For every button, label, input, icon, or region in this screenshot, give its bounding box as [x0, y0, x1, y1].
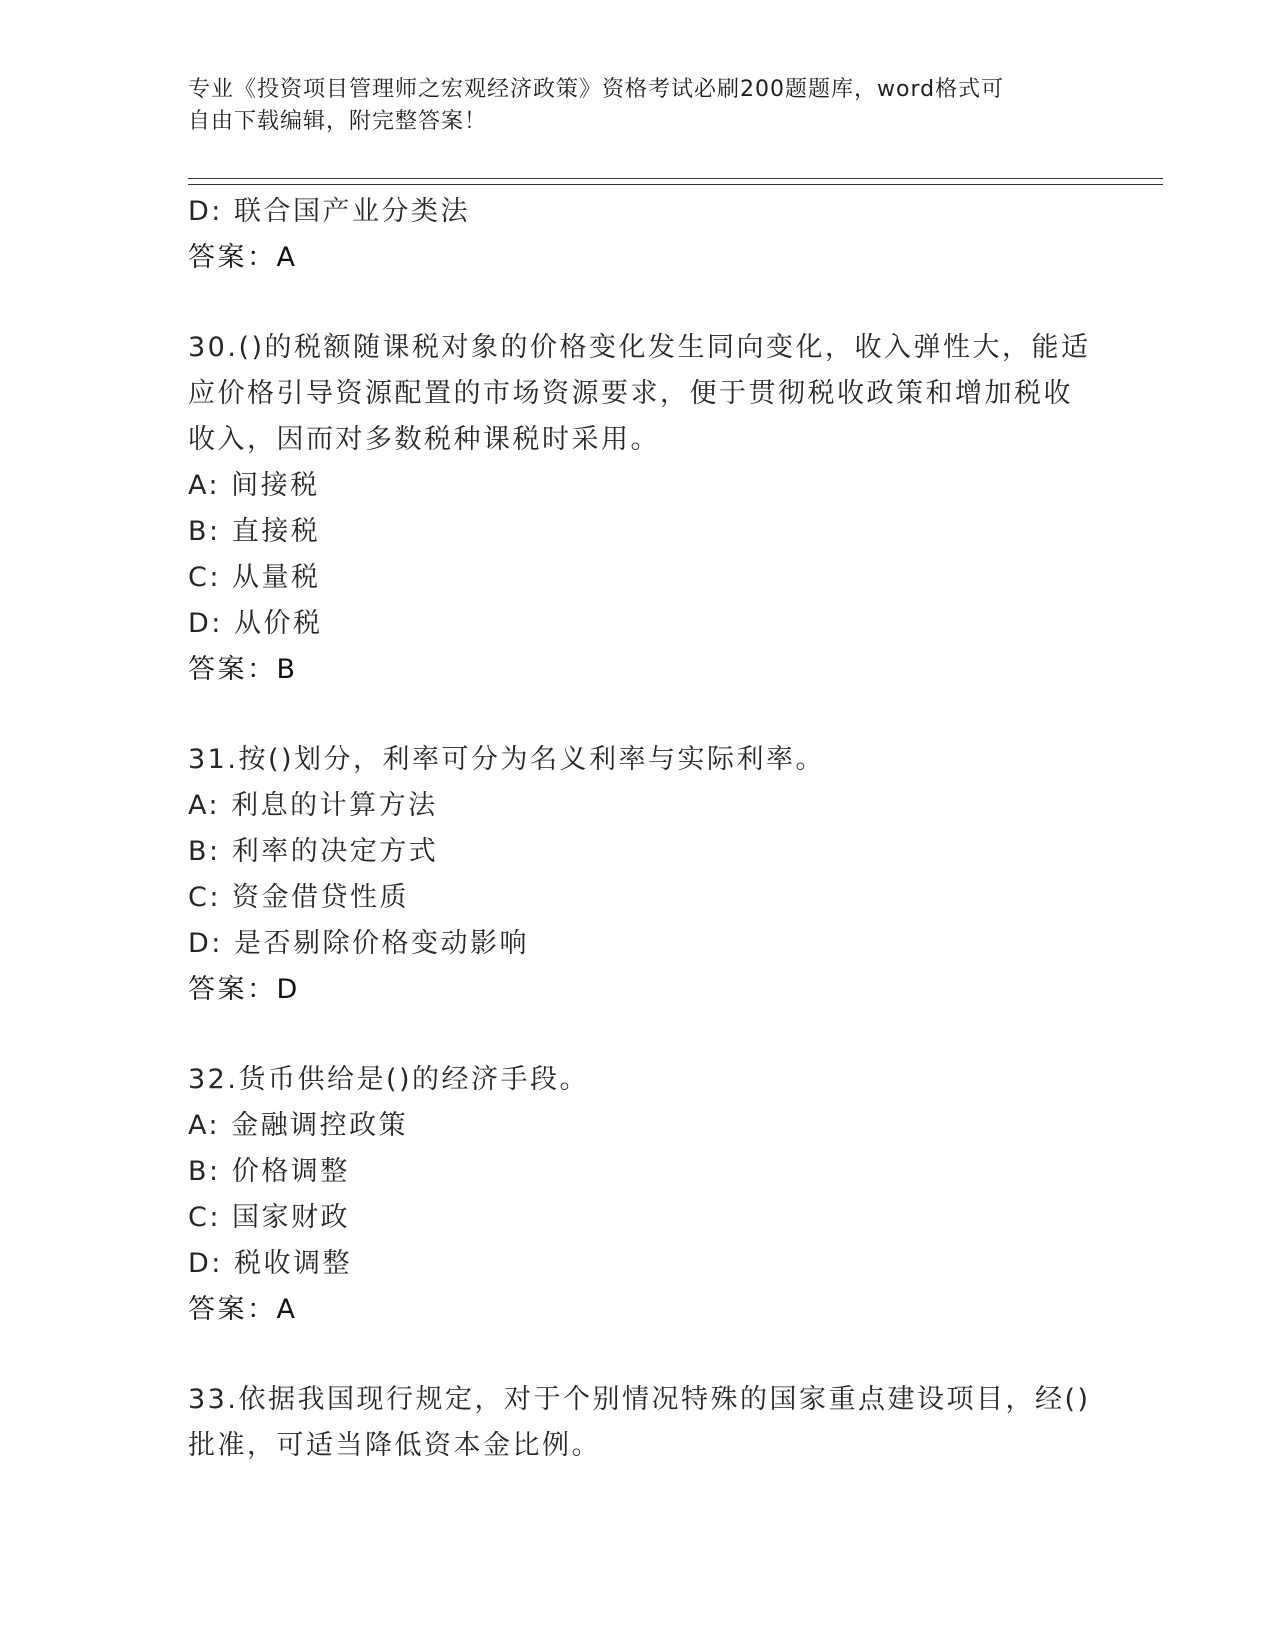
option-b: B: 利率的决定方式 — [188, 836, 439, 867]
question-text-line: 收入，因而对多数税种课税时采用。 — [188, 424, 660, 455]
header-divider-bottom — [188, 184, 1163, 185]
option-c: C: 从量税 — [188, 562, 321, 593]
question-31 — [188, 737, 1088, 1013]
option-d: D: 税收调整 — [188, 1248, 352, 1279]
prev-answer: 答案：A — [188, 242, 298, 273]
option-a: A: 利息的计算方法 — [188, 790, 438, 821]
option-a: A: 金融调控政策 — [188, 1110, 409, 1141]
prev-option-d: D: 联合国产业分类法 — [188, 196, 470, 227]
question-text-line: 应价格引导资源配置的市场资源要求，便于贯彻税收政策和增加税收 — [188, 378, 1073, 409]
question-text-line: 批准，可适当降低资本金比例。 — [188, 1430, 601, 1461]
question-text-line: 30.()的税额随课税对象的价格变化发生同向变化，收入弹性大，能适 — [188, 332, 1091, 363]
question-33 — [188, 1377, 1091, 1469]
question-30 — [188, 325, 1091, 693]
option-a: A: 间接税 — [188, 470, 320, 501]
answer: 答案：A — [188, 1294, 298, 1325]
answer: 答案：B — [188, 654, 298, 685]
option-b: B: 价格调整 — [188, 1156, 350, 1187]
question-text-line: 31.按()划分，利率可分为名义利率与实际利率。 — [188, 744, 826, 775]
question-text-line: 33.依据我国现行规定，对于个别情况特殊的国家重点建设项目，经() — [188, 1384, 1091, 1415]
option-d: D: 从价税 — [188, 608, 323, 639]
option-c: C: 资金借贷性质 — [188, 882, 410, 913]
option-b: B: 直接税 — [188, 516, 321, 547]
header-divider-top — [188, 178, 1163, 179]
document-header — [188, 74, 1088, 138]
option-d: D: 是否剔除价格变动影响 — [188, 928, 529, 959]
option-c: C: 国家财政 — [188, 1202, 351, 1233]
question-32 — [188, 1057, 1088, 1333]
question-text-line: 32.货币供给是()的经济手段。 — [188, 1064, 590, 1095]
header-line-1: 专业《投资项目管理师之宏观经济政策》资格考试必刷200题题库，word格式可 — [188, 77, 1005, 102]
question-list — [188, 189, 1091, 1469]
header-line-2: 自由下载编辑，附完整答案！ — [188, 109, 488, 134]
answer: 答案：D — [188, 974, 300, 1005]
